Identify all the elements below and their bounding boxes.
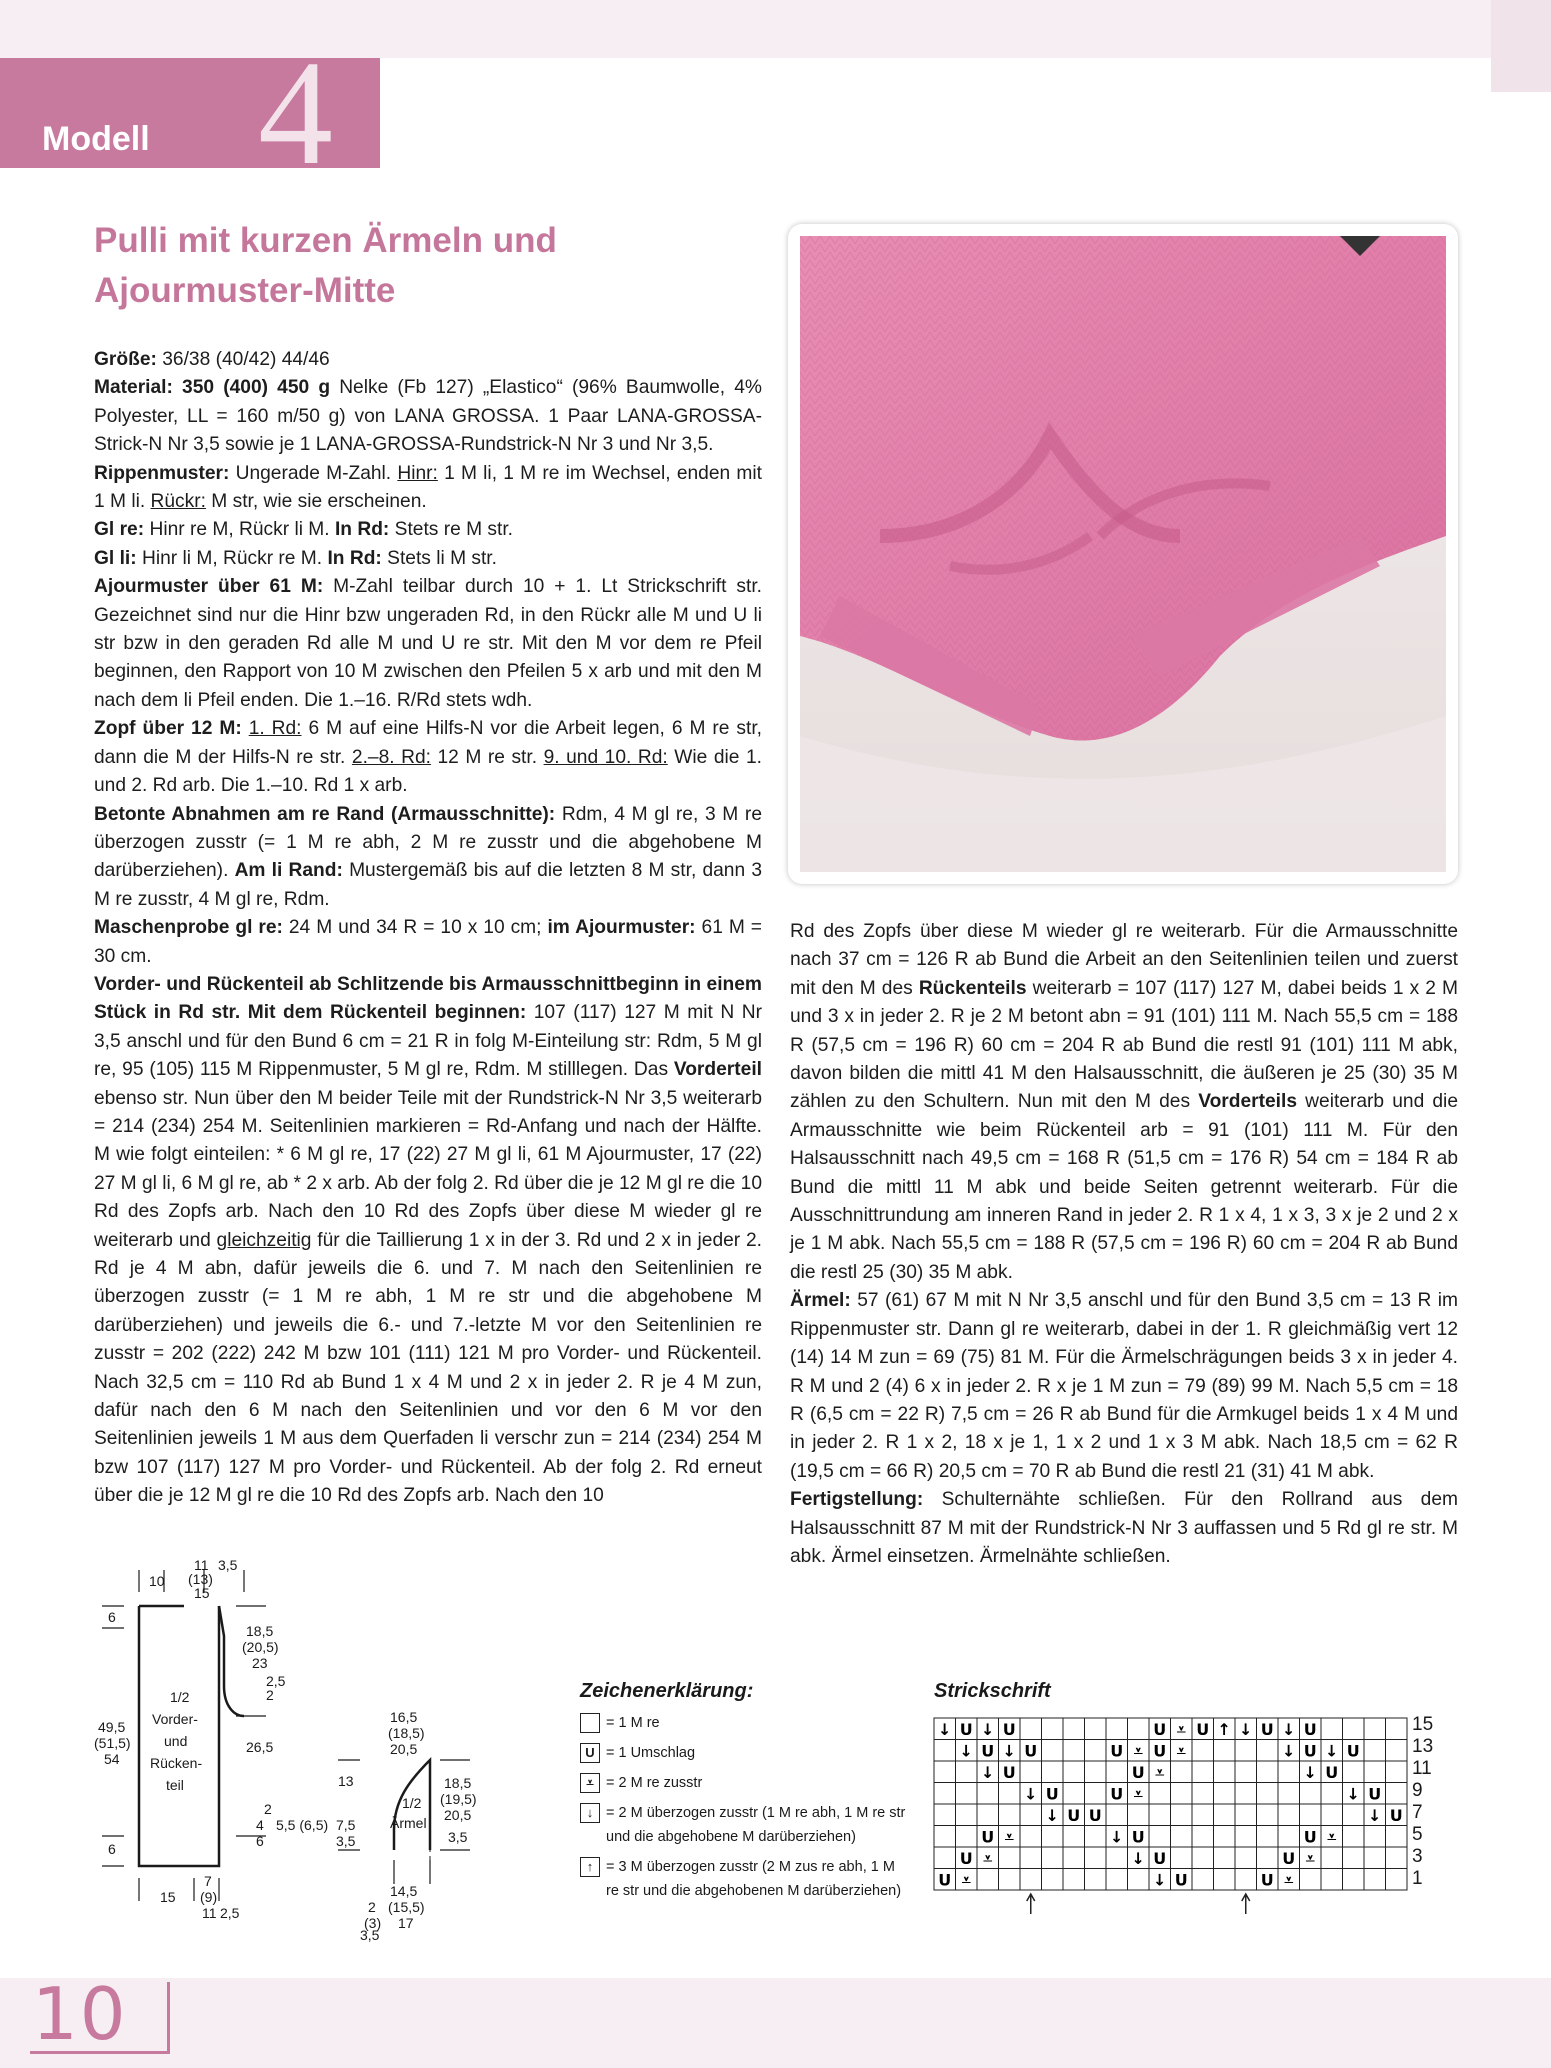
dim-left-515: (51,5): [94, 1735, 131, 1751]
chart-cell: [1085, 1761, 1107, 1783]
chart-symbol: ⩡: [1176, 1741, 1186, 1761]
chart-row-label: 5: [1412, 1824, 1423, 1845]
chart-symbol: ⩡: [961, 1870, 971, 1890]
sleeve-dim-r195: (19,5): [440, 1791, 477, 1807]
chart-cell: [999, 1869, 1021, 1891]
chart-cell: [934, 1761, 956, 1783]
stockinette-paragraph: Gl re: Hinr re M, Rückr li M. In Rd: Stets re M str.: [94, 519, 513, 541]
dim-right-205: (20,5): [242, 1639, 279, 1655]
chart-cell: [1171, 1783, 1193, 1805]
legend-text: = 2 M re zusstr: [606, 1775, 703, 1791]
chart-symbol: ↓: [1282, 1741, 1296, 1761]
chart-cell: [1042, 1718, 1064, 1740]
chart-symbol: U: [981, 1827, 995, 1847]
legend-symbol: U: [580, 1743, 600, 1763]
page-title: [94, 216, 714, 316]
title-line-2: Ajourmuster-Mitte: [94, 271, 396, 310]
top-corner-block: [1491, 0, 1551, 92]
legend-text: = 2 M überzogen zusstr (1 M re abh, 1 M re str und die abgehobene M darüberziehen): [606, 1805, 906, 1845]
label-teil: teil: [166, 1777, 184, 1793]
armhole-paragraph: Rd des Zopfs über diese M wieder gl re weiterarb. Für die Armausschnitte nach 37 cm = 126 R ab Bund die Arbeit an den Seitenlinien teilen und zuerst mit den M des Rückenteils weiterarb = 107 (117) 127 M, dabei beids 1 x 2 M und 3 x in jeder 2. R je 2 M betont abn = 91 (101) 111 M. Nach 55,5 cm = 188 R (57,5 cm = 196 R) 60 cm = 204 R ab Bund die restl 91 (101) 111 M abk, davon bilden die mittl 41 M den Halsausschnitt, die äußeren je 25 (30) 35 M zählen zu den Schultern. Nun mit den M des Vorderteils weiterarb und die Armausschnitte wie beim Rückenteil arb = 91 (101) 111 M. Für den Halsausschnitt nach 49,5 cm = 168 R (51,5 cm = 176 R) 54 cm = 184 R ab Bund die mittl 11 M abk und beide Seiten getrennt weiterarb. Für die Ausschnittrundung am inneren Rand in jeder 2. R 1 x 4, 1 x 3, 3 x je 2 und 2 x je 1 M abk. Nach 55,5 cm = 188 R (57,5 cm = 196 R) 60 cm = 204 R ab Bund die restl 25 (30) 35 M abk.: [790, 921, 1458, 1283]
chart-cell: [1042, 1740, 1064, 1762]
chart-cell: [1235, 1847, 1257, 1869]
chart-cell: [1171, 1826, 1193, 1848]
chart-cell: [1257, 1804, 1279, 1826]
chart-cell: [999, 1804, 1021, 1826]
chart-cell: [1364, 1761, 1386, 1783]
chart-cell: [1364, 1740, 1386, 1762]
chart-symbol: U: [1303, 1719, 1317, 1739]
chart-symbol: ⩡: [983, 1848, 993, 1868]
chart-symbol: ↓: [1045, 1805, 1059, 1825]
dim-top-13: (13): [188, 1571, 213, 1587]
chart-symbol: ⩡: [1155, 1762, 1165, 1782]
legend-item: [580, 1855, 910, 1903]
sleeve-dim-r205: 20,5: [444, 1807, 472, 1823]
chart-cell: [1063, 1740, 1085, 1762]
chart-cell: [1063, 1847, 1085, 1869]
chart-cell: [1106, 1718, 1128, 1740]
sleeve-label-half: 1/2: [402, 1795, 422, 1811]
sweater-photo: [788, 224, 1458, 884]
dim-right-2: 2: [266, 1687, 274, 1703]
chart-cell: [1257, 1826, 1279, 1848]
chart-cell: [1042, 1826, 1064, 1848]
chart-symbol: U: [1131, 1827, 1145, 1847]
chart-symbol: ⩡: [1284, 1870, 1294, 1890]
chart-cell: [1085, 1740, 1107, 1762]
chart-cell: [1235, 1783, 1257, 1805]
chart-symbol: ↓: [981, 1719, 995, 1739]
chart-symbol: U: [1045, 1784, 1059, 1804]
chart-cell: [1063, 1761, 1085, 1783]
chart-cell: [1128, 1869, 1150, 1891]
chart-cell: [1343, 1826, 1365, 1848]
chart-cell: [1235, 1740, 1257, 1762]
chart-title: Strickschrift: [934, 1680, 1051, 1702]
chart-cell: [1278, 1826, 1300, 1848]
chart-cell: [1214, 1847, 1236, 1869]
chart-symbol: ↓: [1303, 1762, 1317, 1782]
chart-row-label: 9: [1412, 1780, 1423, 1801]
chart-symbol: U: [1153, 1719, 1167, 1739]
chart-cell: [1278, 1761, 1300, 1783]
dim-bottom-7: 7: [204, 1873, 212, 1889]
chart-row-label: 13: [1412, 1736, 1434, 1757]
sleeve-schematic: [276, 1700, 520, 1943]
chart-cell: [1278, 1804, 1300, 1826]
chart-symbol: ⩡: [1305, 1848, 1315, 1868]
chart-cell: [1257, 1783, 1279, 1805]
chart-cell: [1386, 1869, 1408, 1891]
dim-right-185: 18,5: [246, 1623, 274, 1639]
sweater-photo-image: [800, 236, 1446, 872]
chart-cell: [1214, 1869, 1236, 1891]
chart-symbol: U: [1110, 1784, 1124, 1804]
chart-cell: [956, 1761, 978, 1783]
chart-cell: [934, 1847, 956, 1869]
chart-cell: [1321, 1783, 1343, 1805]
chart-symbol: U: [1260, 1870, 1274, 1890]
label-vorder: Vorder-: [152, 1711, 198, 1727]
chart-cell: [1192, 1847, 1214, 1869]
chart-symbol: U: [1346, 1741, 1360, 1761]
sleeve-dim-185: (18,5): [388, 1725, 425, 1741]
chart-cell: [1085, 1869, 1107, 1891]
dim-right-23: 23: [252, 1655, 268, 1671]
chart-cell: [1020, 1869, 1042, 1891]
chart-symbol: ↓: [1131, 1848, 1145, 1868]
chart-symbol: ⩡: [1327, 1827, 1337, 1847]
chart-cell: [1085, 1718, 1107, 1740]
modell-tab: [0, 30, 380, 196]
chart-symbol: ⩡: [1133, 1741, 1143, 1761]
chart-cell: [1171, 1804, 1193, 1826]
modell-label: Modell: [42, 120, 150, 158]
chart-symbol: U: [1325, 1762, 1339, 1782]
chart-cell: [1235, 1804, 1257, 1826]
chart-symbol: U: [1260, 1719, 1274, 1739]
chart-cell: [1106, 1804, 1128, 1826]
chart-cell: [1364, 1847, 1386, 1869]
chart-cell: [1386, 1718, 1408, 1740]
chart-symbol: ⩡: [1176, 1719, 1186, 1739]
chart-cell: [1386, 1740, 1408, 1762]
dim-bottom-9: (9): [200, 1889, 218, 1905]
sleeve-dim-55: 5,5 (6,5): [276, 1817, 329, 1833]
chart-cell: [1042, 1869, 1064, 1891]
label-ruecken: Rücken-: [150, 1755, 203, 1771]
dim-left-495: 49,5: [98, 1719, 126, 1735]
chart-cell: [1085, 1847, 1107, 1869]
dim-bottom-25: 2,5: [220, 1905, 240, 1921]
instructions-left-column: [94, 346, 762, 1511]
chart-cell: [1364, 1869, 1386, 1891]
gauge-paragraph: Maschenprobe gl re: 24 M und 34 R = 10 x 10 cm; im Ajourmuster: 61 M = 30 cm.: [94, 917, 762, 967]
chart-cell: [977, 1783, 999, 1805]
sleeve-dim-13: 13: [338, 1773, 354, 1789]
sleeve-dim-b17: 17: [398, 1915, 414, 1931]
chart-cell: [1300, 1869, 1322, 1891]
sleeve-dim-205: 20,5: [390, 1741, 418, 1757]
chart-symbol: ↓: [959, 1741, 973, 1761]
chart-row-label: 7: [1412, 1802, 1423, 1823]
chart-cell: [1171, 1761, 1193, 1783]
dim-top-35: 3,5: [218, 1557, 238, 1573]
chart-row-label: 1: [1412, 1868, 1423, 1889]
chart-symbol: U: [1024, 1741, 1038, 1761]
chart-symbol: U: [1002, 1762, 1016, 1782]
chart-cell: [1386, 1783, 1408, 1805]
chart-cell: [1386, 1847, 1408, 1869]
chart-cell: [934, 1826, 956, 1848]
chart-cell: [1063, 1869, 1085, 1891]
chart-cell: [1343, 1847, 1365, 1869]
dim-left-54: 54: [104, 1751, 120, 1767]
chart-cell: [1214, 1783, 1236, 1805]
chart-cell: [1321, 1869, 1343, 1891]
sleeve-dim-b35: 3,5: [360, 1927, 380, 1943]
sleeve-label-aermel: Ärmel: [390, 1815, 427, 1831]
chart-symbol: U: [959, 1848, 973, 1868]
chart-cell: [1020, 1718, 1042, 1740]
sleeve-dim-165: 16,5: [390, 1709, 418, 1725]
rib-pattern-paragraph: Rippenmuster: Ungerade M-Zahl. Hinr: 1 M li, 1 M re im Wechsel, enden mit 1 M li. Rückr: M str, wie sie erscheinen.: [94, 462, 762, 513]
dim-right-6: 6: [256, 1833, 264, 1849]
legend-symbol: ⩡: [580, 1773, 600, 1793]
sleeve-dim-r35: 3,5: [448, 1829, 468, 1845]
chart-cell: [934, 1804, 956, 1826]
chart-cell: [1257, 1761, 1279, 1783]
chart-cell: [1042, 1761, 1064, 1783]
chart-symbol: ↓: [1153, 1870, 1167, 1890]
chart-symbol: ↓: [1346, 1784, 1360, 1804]
chart-cell: [934, 1740, 956, 1762]
knitting-chart: [934, 1680, 1474, 1890]
chart-symbol: ↓: [1024, 1784, 1038, 1804]
chart-cell: [977, 1869, 999, 1891]
chart-cell: [1343, 1761, 1365, 1783]
chart-symbol: ↓: [1239, 1719, 1253, 1739]
chart-cell: [956, 1826, 978, 1848]
dim-top-15: 15: [194, 1585, 210, 1601]
chart-row-label: 11: [1412, 1758, 1432, 1779]
chart-cell: [1149, 1826, 1171, 1848]
chart-symbol: U: [1002, 1719, 1016, 1739]
chart-symbol: ↓: [1282, 1719, 1296, 1739]
chart-symbol: U: [981, 1741, 995, 1761]
chart-cell: [1063, 1826, 1085, 1848]
chart-symbol: U: [938, 1870, 952, 1890]
chart-symbol: U: [1303, 1827, 1317, 1847]
legend-title: Zeichenerklärung:: [580, 1680, 754, 1702]
size-paragraph: Größe: 36/38 (40/42) 44/46: [94, 349, 330, 370]
chart-cell: [1171, 1847, 1193, 1869]
chart-symbol: ↓: [1368, 1805, 1382, 1825]
symbol-legend: [580, 1680, 910, 1909]
chart-symbol: U: [1153, 1741, 1167, 1761]
body-paragraph: Vorder- und Rückenteil ab Schlitzende bis Armausschnittbeginn in einem Stück in Rd str. Mit dem Rückenteil beginnen: 107 (117) 127 M mit N Nr 3,5 anschl und für den Bund 6 cm = 21 R in folg M-Einteilung str: Rdm, 5 M gl re, 95 (105) 115 M Rippenmuster, 5 M gl re, Rdm. M stilllegen. Das Vorderteil ebenso str. Nun über den M beider Teile mit der Rundstrick-N Nr 3,5 weiterarb = 214 (234) 254 M. Seitenlinien markieren = Rd-Anfang und nach der Hälfte. M wie folgt einteilen: * 6 M gl re, 17 (22) 27 M gl li, 61 M Ajourmuster, 17 (22) 27 M gl li, 6 M gl re, ab * 2 x arb. Ab der folg 2. Rd über die je 12 M gl re die 10 Rd des Zopfs arb. Nach den 10 Rd des Zopfs über diese M wieder gl re weiterarb und gleichzeitig für die Taillierung 1 x in der 3. Rd und 2 x in jeder 2. Rd je 4 M abn, dafür jeweils die 6. und 7. M nach den Seitenlinien re überzogen zusstr (= 1 M re abh, 1 M re str und die abgehobene M darüberziehen) und jeweils die 6.- und 7.-letzte M vor den Seitenlinien re zusstr = 202 (222) 242 M bzw 101 (111) 121 M pro Vorder- und Rückenteil. Nach 32,5 cm = 110 Rd ab Bund 1 x 4 M und 2 x in jeder 2. R je 4 M zun, dafür nach den 6 M nach den Seitenlinien und vor den 6 M vor den Seitenlinien jeweils 1 M aus dem Querfaden li verschr zun = 214 (234) 254 M bzw 107 (117) 127 M pro Vorder- und Rückenteil. Ab der folg 2. Rd erneut über die je 12 M gl re die 10 Rd des Zopfs arb. Nach den 10: [94, 973, 762, 1507]
chart-cell: [1020, 1847, 1042, 1869]
chart-symbol: U: [959, 1719, 973, 1739]
chart-symbol: ↓: [938, 1719, 952, 1739]
chart-symbol: U: [1131, 1762, 1145, 1782]
dim-right-4: 4: [256, 1817, 264, 1833]
chart-cell: [1042, 1847, 1064, 1869]
chart-cell: [956, 1783, 978, 1805]
legend-symbol: [580, 1713, 600, 1733]
chart-symbol: U: [1067, 1805, 1081, 1825]
chart-cell: [1343, 1804, 1365, 1826]
chart-cell: [1386, 1761, 1408, 1783]
chart-cell: [956, 1804, 978, 1826]
chart-cell: [1343, 1718, 1365, 1740]
modell-number: 4: [258, 30, 333, 196]
bottom-band: [0, 1978, 1551, 2068]
label-half: 1/2: [170, 1689, 190, 1705]
chart-cell: [1192, 1804, 1214, 1826]
chart-cell: [1214, 1826, 1236, 1848]
sleeve-dim-b145: 14,5: [390, 1883, 418, 1899]
legend-item: [580, 1801, 910, 1849]
dim-right-2b: 2: [264, 1801, 272, 1817]
chart-cell: [1300, 1804, 1322, 1826]
chart-cell: [1321, 1847, 1343, 1869]
legend-text: = 1 M re: [606, 1715, 660, 1731]
chart-cell: [1020, 1826, 1042, 1848]
chart-cell: [1192, 1740, 1214, 1762]
chart-cell: [1214, 1761, 1236, 1783]
dim-top-10: 10: [149, 1573, 165, 1589]
chart-symbol: ⩡: [1004, 1827, 1014, 1847]
chart-symbol: U: [1196, 1719, 1210, 1739]
chart-cell: [1235, 1869, 1257, 1891]
chart-cell: [999, 1847, 1021, 1869]
chart-cell: [1192, 1826, 1214, 1848]
chart-cell: [1192, 1783, 1214, 1805]
chart-cell: [1235, 1826, 1257, 1848]
sleeve-dim-35: 3,5: [336, 1833, 356, 1849]
chart-symbol: ⩡: [1133, 1784, 1143, 1804]
chart-cell: [1106, 1869, 1128, 1891]
dim-left-6b: 6: [108, 1841, 116, 1857]
chart-cell: [1300, 1783, 1322, 1805]
chart-grid: [934, 1718, 1404, 1948]
chart-cell: [1020, 1761, 1042, 1783]
dim-bottom-15: 15: [160, 1889, 176, 1905]
chart-cell: [1085, 1826, 1107, 1848]
chart-symbol: U: [1174, 1870, 1188, 1890]
chart-cell: [1063, 1783, 1085, 1805]
chart-symbol: U: [1282, 1848, 1296, 1868]
sleeve-dim-b2: 2: [368, 1899, 376, 1915]
dim-bottom-11: 11: [202, 1905, 217, 1921]
label-und: und: [164, 1733, 188, 1749]
reverse-stockinette-paragraph: Gl li: Hinr li M, Rückr re M. In Rd: Stets li M str.: [94, 547, 497, 569]
chart-symbol: U: [1368, 1784, 1382, 1804]
chart-row-label: 3: [1412, 1846, 1423, 1867]
legend-item: [580, 1741, 910, 1765]
chart-cell: [1343, 1869, 1365, 1891]
chart-cell: [1214, 1804, 1236, 1826]
chart-cell: [1128, 1804, 1150, 1826]
legend-text: = 1 Umschlag: [606, 1745, 696, 1761]
chart-symbol: U: [1088, 1805, 1102, 1825]
lace-pattern-paragraph: Ajourmuster über 61 M: M-Zahl teilbar durch 10 + 1. Lt Strickschrift str. Gezeichnet sind nur die Hinr bzw ungeraden Rd, in den Rückr alle M und U li str bzw in den geraden Rd alle M und U re str. Mit den M vor dem re Pfeil beginnen, den Rapport von 10 M zwischen den Pfeilen 5 x arb und mit den M nach dem li Pfeil enden. Die 1.–16. R/Rd stets wdh.: [94, 576, 762, 711]
chart-cell: [1278, 1783, 1300, 1805]
chart-cell: [1020, 1804, 1042, 1826]
chart-cell: [1149, 1783, 1171, 1805]
chart-cell: [1149, 1804, 1171, 1826]
chart-symbol: U: [1110, 1741, 1124, 1761]
chart-symbol: ↓: [1325, 1741, 1339, 1761]
chart-cell: [1321, 1804, 1343, 1826]
legend-symbol: ↓: [580, 1803, 600, 1823]
chart-cell: [1364, 1718, 1386, 1740]
chart-cell: [1128, 1718, 1150, 1740]
chart-cell: [1257, 1847, 1279, 1869]
legend-items: [580, 1711, 910, 1903]
chart-cell: [1192, 1761, 1214, 1783]
sleeve-dim-r185: 18,5: [444, 1775, 472, 1791]
chart-row-labels: [1412, 1714, 1433, 1890]
dim-right-265: 26,5: [246, 1739, 274, 1755]
chart-row-label: 15: [1412, 1714, 1434, 1735]
chart-symbol: ↑: [1217, 1719, 1231, 1739]
legend-item: [580, 1771, 910, 1795]
sleeve-dim-75: 7,5: [336, 1817, 356, 1833]
material-paragraph: Material: 350 (400) 450 g Nelke (Fb 127) „Elastico“ (96% Baumwolle, 4% Polyester, LL = 160 m/50 g) von LANA GROSSA. 1 Paar LANA-GROSSA-Strick-N Nr 3,5 sowie je 1 LANA-GROSSA-Rundstrick-N Nr 3 und Nr 3,5.: [94, 377, 762, 456]
cable-paragraph: Zopf über 12 M: 1. Rd: 6 M auf eine Hilfs-N vor die Arbeit legen, 6 M re str, dann die M der Hilfs-N re str. 2.–8. Rd: 12 M re str. 9. und 10. Rd: Wie die 1. und 2. Rd arb. Die 1.–10. Rd 1 x arb.: [94, 718, 762, 797]
chart-cell: [1085, 1783, 1107, 1805]
decreases-paragraph: Betonte Abnahmen am re Rand (Armausschnitte): Rdm, 4 M gl re, 3 M re überzogen zusstr (= 1 M re abh, 2 M re zusstr und die abgehobene M darüberziehen). Am li Rand: Mustergemäß bis auf die letzten 8 M str, dann 3 M re zusstr, 4 M gl re, Rdm.: [94, 803, 762, 910]
chart-cell: [1386, 1826, 1408, 1848]
dim-right-25: 2,5: [266, 1673, 286, 1689]
chart-cell: [1257, 1740, 1279, 1762]
chart-symbol: U: [1153, 1848, 1167, 1868]
chart-cell: [934, 1783, 956, 1805]
sleeve-dim-b155: (15,5): [388, 1899, 425, 1915]
chart-cell: [1364, 1826, 1386, 1848]
chart-symbol: ↓: [981, 1762, 995, 1782]
finishing-paragraph: Fertigstellung: Schulternähte schließen. Für den Rollrand aus dem Halsausschnitt 87 M mit der Rundstrick-N Nr 3 auffassen und 5 Rd gl re str. M abk. Ärmel einsetzen. Ärmelnähte schließen.: [790, 1489, 1458, 1567]
chart-symbol: ↓: [1110, 1827, 1124, 1847]
chart-cell: [1106, 1847, 1128, 1869]
chart-symbol: ↓: [1002, 1741, 1016, 1761]
legend-item: [580, 1711, 910, 1735]
sleeve-paragraph: Ärmel: 57 (61) 67 M mit N Nr 3,5 anschl und für den Bund 3,5 cm = 13 R im Rippenmuster str. Dann gl re weiterarb, dabei in der 1. R gleichmäßig vert 12 (14) 14 M zun = 69 (75) 81 M. Für die Ärmelschrägungen beids 3 x in jeder 4. R M und 2 (4) 6 x in jeder 2. R x je 1 M zun = 79 (89) 99 M. Nach 5,5 cm = 18 R (6,5 cm = 22 R) 7,5 cm = 26 R ab Bund für die Armkugel beids 1 x 4 M und in jeder 2. R 1 x 2, 18 x je 1, 1 x 2 und 1 x 3 M abk. Nach 18,5 cm = 62 R (19,5 cm = 66 R) 20,5 cm = 70 R ab Bund die restl 21 (31) 41 M abk.: [790, 1290, 1458, 1482]
chart-symbol: U: [1389, 1805, 1403, 1825]
legend-symbol: ↑: [580, 1857, 600, 1877]
legend-text: = 3 M überzogen zusstr (2 M zus re abh, 1 M re str und die abgehobenen M darüberziehen): [606, 1859, 902, 1899]
chart-cell: [1063, 1718, 1085, 1740]
dim-top-11: 11: [194, 1557, 209, 1573]
chart-symbol: U: [1303, 1741, 1317, 1761]
chart-cell: [1106, 1761, 1128, 1783]
title-line-1: Pulli mit kurzen Ärmeln und: [94, 221, 557, 260]
chart-cell: [1214, 1740, 1236, 1762]
instructions-right-column: [790, 918, 1458, 1571]
page-number: 10: [32, 1972, 128, 2056]
chart-cell: [999, 1783, 1021, 1805]
chart-cell: [977, 1804, 999, 1826]
chart-cell: [1192, 1869, 1214, 1891]
top-band: [0, 0, 1551, 58]
sleeve-dim-b3: (3): [364, 1915, 382, 1931]
dim-left-6a: 6: [108, 1609, 116, 1625]
chart-cell: [1321, 1718, 1343, 1740]
chart-cell: [1235, 1761, 1257, 1783]
